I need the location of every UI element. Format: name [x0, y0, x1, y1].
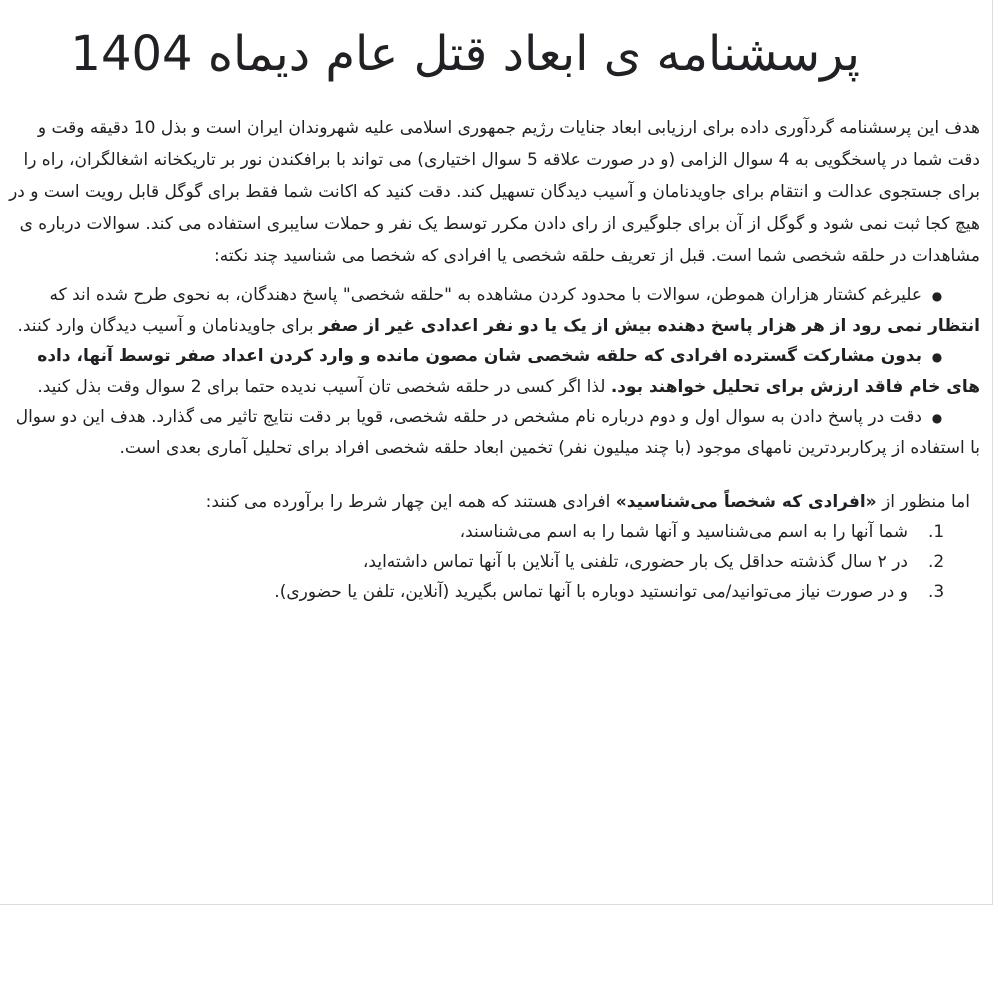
list-item [8, 517, 980, 547]
item-number: 2. [928, 552, 945, 572]
list-item [8, 577, 980, 607]
page-title: پرسشنامه ی ابعاد قتل عام دیماه 1404 [70, 26, 860, 82]
item-text: شما آنها را به اسم می‌شناسید و آنها شما را به اسم می‌شناسند، [459, 522, 908, 542]
list-item [8, 402, 980, 463]
item-number: 3. [928, 582, 945, 602]
item-text: و در صورت نیاز می‌توانید/می توانستید دوباره با آنها تماس بگیرید (آنلاین، تلفن یا حضوری). [274, 582, 908, 602]
bullet-icon: ● [931, 289, 943, 303]
bullet-text: لذا اگر کسی در حلقه شخصی تان آسیب ندیده حتما برای 2 سوال وقت بذل کنید. [37, 377, 611, 397]
bullet-bold-text: بدون مشارکت گسترده افرادی که حلقه شخصی شان مصون مانده و وارد کردن اعداد صفر توسط آنها، داده های خام فاقد ارزش برای تحلیل خواهند بود. [37, 346, 980, 397]
bullet-icon: ● [931, 411, 943, 425]
item-number: 1. [928, 522, 945, 542]
definition-text: اما منظور از [876, 492, 970, 512]
definition-paragraph [8, 487, 980, 517]
list-item [8, 547, 980, 577]
notes-list [8, 280, 980, 463]
item-text: در ۲ سال گذشته حداقل یک بار حضوری، تلفنی یا آنلاین با آنها تماس داشته‌اید، [362, 552, 908, 572]
bullet-text: علیرغم کشتار هزاران هموطن، سوالات با محدود کردن مشاهده به "حلقه شخصی" پاسخ دهندگان، به نحوی طرح شده اند که [49, 285, 922, 305]
bullet-text: برای جاویدنامان و آسیب دیدگان وارد کنند. [17, 316, 320, 336]
list-item [8, 341, 980, 402]
definition-text: افرادی هستند که همه این چهار شرط را برآورده می کنند: [205, 492, 616, 512]
list-item [8, 280, 980, 341]
definition-bold-text: «افرادی که شخصاً می‌شناسید» [615, 492, 877, 512]
bullet-icon: ● [931, 350, 943, 364]
bullet-bold-text: انتظار نمی رود از هر هزار پاسخ دهنده بیش از یک یا دو نفر اعدادی غیر از صفر [319, 316, 980, 336]
bullet-text: دقت در پاسخ دادن به سوال اول و دوم درباره نام مشخص در حلقه شخصی، قویا بر دقت نتایج تاثیر می گذارد. هدف این دو سوال با استفاده از پرکاربردترین نامهای موجود (با چند میلیون نفر) تخمین ابعاد حلقه شخصی افراد برای تحلیل آماری بعدی است. [15, 407, 980, 458]
conditions-list [8, 517, 980, 607]
intro-paragraph: هدف این پرسشنامه گردآوری داده برای ارزیابی ابعاد جنایات رژیم جمهوری اسلامی علیه شهروندان ایران است و بذل 10 دقیقه وقت و دقت شما در پاسخگویی به 4 سوال الزامی (و در صورت علاقه 5 سوال اختیاری) می تواند با برافکندن نور بر تاریکخانه اشغالگران، راه را برای جستجوی عدالت و انتقام برای جاویدنامان و آسیب دیدگان تسهیل کند. دقت کنید که اکانت شما فقط برای گوگل قابل رویت است و در هیچ کجا ثبت نمی شود و گوگل از آن برای جلوگیری از رای دادن مکرر توسط یک نفر و حملات سایبری استفاده می کند. سوالات درباره ی مشاهدات در حلقه شخصی شما است. قبل از تعریف حلقه شخصی یا افرادی که شخصا می شناسید چند نکته: [9, 118, 980, 266]
